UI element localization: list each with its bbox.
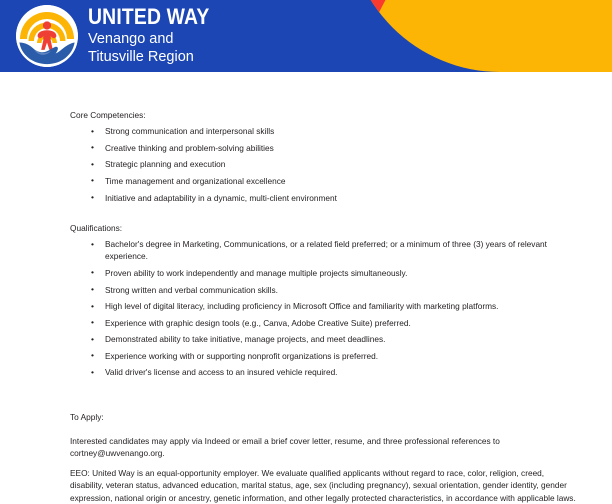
united-way-logo-svg: [16, 5, 78, 67]
to-apply-body: Interested candidates may apply via Indeed or email a brief cover letter, resume, and three professional references to cortney@uwvenango.org.: [70, 435, 500, 458]
brand-text-block: [88, 6, 226, 65]
org-title: UNITED WAY: [88, 4, 210, 30]
core-competencies-heading: Core Competencies:: [70, 110, 146, 120]
list-item: • Strategic planning and execution: [70, 158, 584, 170]
list-item: • Demonstrated ability to take initiative, manage projects, and meet deadlines.: [70, 333, 584, 345]
core-competencies-list: [70, 125, 584, 203]
qualifications-list: [70, 238, 584, 378]
list-item: • High level of digital literacy, including proficiency in Microsoft Office and familiarity with marketing platforms.: [70, 300, 584, 312]
to-apply-heading: To Apply:: [70, 411, 104, 422]
section-spacer: [70, 383, 584, 411]
brand-lockup: [0, 0, 226, 72]
united-way-logo-icon: [16, 5, 78, 67]
list-item: • Strong written and verbal communication skills.: [70, 284, 584, 296]
list-item: • Creative thinking and problem-solving abilities: [70, 142, 584, 154]
registered-trademark-icon: ®: [73, 59, 76, 64]
qualifications-heading: Qualifications:: [70, 223, 123, 234]
section-spacer: [70, 208, 584, 223]
list-item: • Time management and organizational excellence: [70, 175, 584, 187]
list-item: • Valid driver's license and access to an insured vehicle required.: [70, 366, 584, 378]
region-line-1: Venango and: [88, 31, 174, 48]
region-line-2: Titusville Region: [88, 48, 194, 65]
list-item: • Bachelor's degree in Marketing, Communications, or a related field preferred; or a minimum of three (3) years of relevant experience.: [70, 238, 584, 262]
list-item: • Experience working with or supporting nonprofit organizations is preferred.: [70, 350, 584, 362]
list-item: • Proven ability to work independently and manage multiple projects simultaneously.: [70, 267, 584, 279]
list-item: • Experience with graphic design tools (e.g., Canva, Adobe Creative Suite) preferred.: [70, 317, 584, 329]
header-banner: [0, 0, 612, 72]
list-item: • Strong communication and interpersonal skills: [70, 125, 584, 137]
document-body: [0, 72, 612, 504]
eeo-statement: EEO: United Way is an equal-opportunity employer. We evaluate qualified applicants without regard to race, color, religion, creed, disability, veteran status, advanced education, marital status, age, sex (including pregnancy), sexual orientation, gender identity, gender expression, national origin or ancestry, genetic information, and other legally protected characteristics, in accordance with applicable laws.: [70, 467, 576, 503]
list-item: • Initiative and adaptability in a dynamic, multi-client environment: [70, 192, 584, 204]
